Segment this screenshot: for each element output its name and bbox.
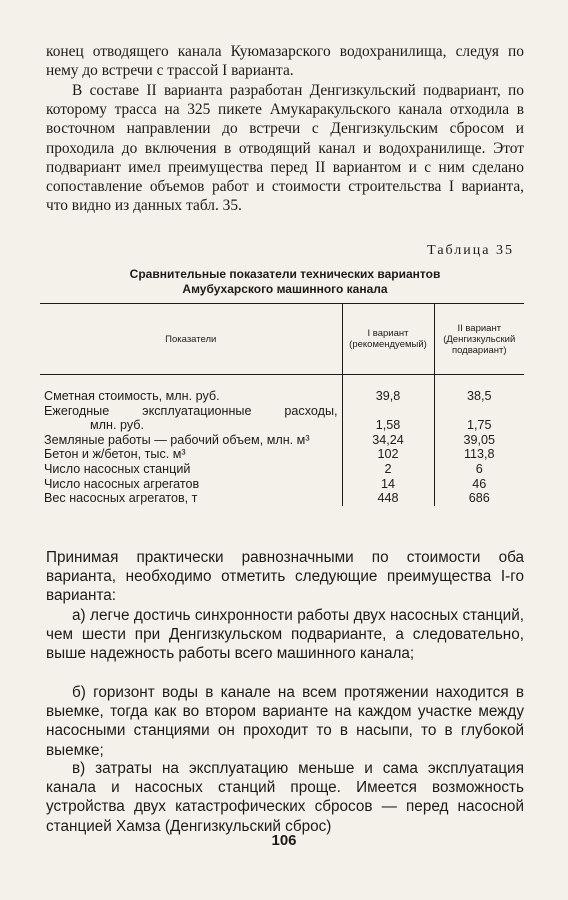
table-cell-indicator: Бетон и ж/бетон, тыс. м³	[44, 447, 186, 462]
table-cell-value: 102	[342, 447, 434, 462]
table-cell-value: 14	[342, 477, 434, 492]
table-cell-value: 1,75	[434, 404, 524, 433]
table-cell-value: 448	[342, 491, 434, 506]
page-number: 106	[271, 832, 297, 849]
table-row	[40, 433, 524, 448]
table-header-cell: II вариант (Денгизкульский подвариант)	[434, 304, 524, 375]
table-header-cell: I вариант (рекомендуемый)	[342, 304, 434, 375]
table-cell-indicator: Земляные работы — рабочий объем, млн. м³	[44, 432, 310, 447]
table-header-cell: Показатели	[40, 304, 342, 375]
table-label: Таблица 35	[427, 243, 514, 258]
list-item-c: в) затраты на эксплуатацию меньше и сама эксплуатация канала и насосных станций проще. Имеется возможность устройства двух катастрофических сбросов — перед насосной станцией Хамза (Денгизкульский сброс)	[46, 760, 524, 835]
table-cell-indicator: Вес насосных агрегатов, т	[44, 491, 198, 506]
table-cell-indicator: Ежегодные эксплуатационные расходы, млн. руб.	[44, 403, 338, 433]
table-row	[40, 462, 524, 477]
comparison-table	[40, 303, 524, 506]
table-cell-indicator: Сметная стоимость, млн. руб.	[44, 389, 220, 403]
table-cell-value: 113,8	[434, 447, 524, 462]
table-row	[40, 477, 524, 492]
table-cell-value: 1,58	[342, 404, 434, 433]
text-paragraph: конец отводящего канала Куюмазарского водохранилища, следуя по нему до встречи с трассой I варианта.	[46, 43, 524, 80]
table-cell-value: 46	[434, 477, 524, 492]
list-item-a: а) легче достичь синхронности работы двух насосных станций, чем шести при Денгизкульском подварианте, а следовательно, выше надежность работы всего машинного канала;	[46, 607, 524, 663]
table-cell-value: 38,5	[434, 375, 524, 404]
table-caption-line: Сравнительные показатели технических вариантов	[129, 267, 441, 281]
table-caption	[46, 267, 524, 297]
list-item-b: б) горизонт воды в канале на всем протяжении находится в выемке, тогда как во втором варианте на каждом участке между насосными станциями он проходит то в насыпи, то в глубокой выемке;	[46, 684, 524, 759]
table-row	[40, 375, 524, 404]
text-paragraph: Принимая практически равнозначными по стоимости оба варианта, необходимо отметить следующие преимущества I-го варианта:	[46, 549, 524, 605]
text-paragraph: В составе II варианта разработан Денгизкульский подвариант, по которому трасса на 325 пикете Амукаракульского канала отходила в восточном направлении до встречи с Денгизкульским сбросом и проходила до включения в отводящий канал и водохранилище. Этот подвариант имел преимущества перед II вариантом и с ним сделано сопоставление объемов работ и стоимости строительства I варианта, что видно из данных табл. 35.	[46, 82, 524, 215]
table-caption-line: Амубухарского машинного канала	[182, 282, 388, 296]
table-cell-value: 6	[434, 462, 524, 477]
table-row	[40, 404, 524, 433]
table-cell-indicator: Число насосных агрегатов	[44, 476, 200, 491]
table-header-row	[40, 304, 524, 375]
table-cell-value: 39,05	[434, 433, 524, 448]
table-cell-indicator: Число насосных станций	[44, 461, 191, 476]
table-cell-value: 686	[434, 491, 524, 506]
table-row	[40, 447, 524, 462]
table-cell-value: 2	[342, 462, 434, 477]
table-row	[40, 491, 524, 506]
table-cell-value: 34,24	[342, 433, 434, 448]
table-cell-value: 39,8	[342, 375, 434, 404]
